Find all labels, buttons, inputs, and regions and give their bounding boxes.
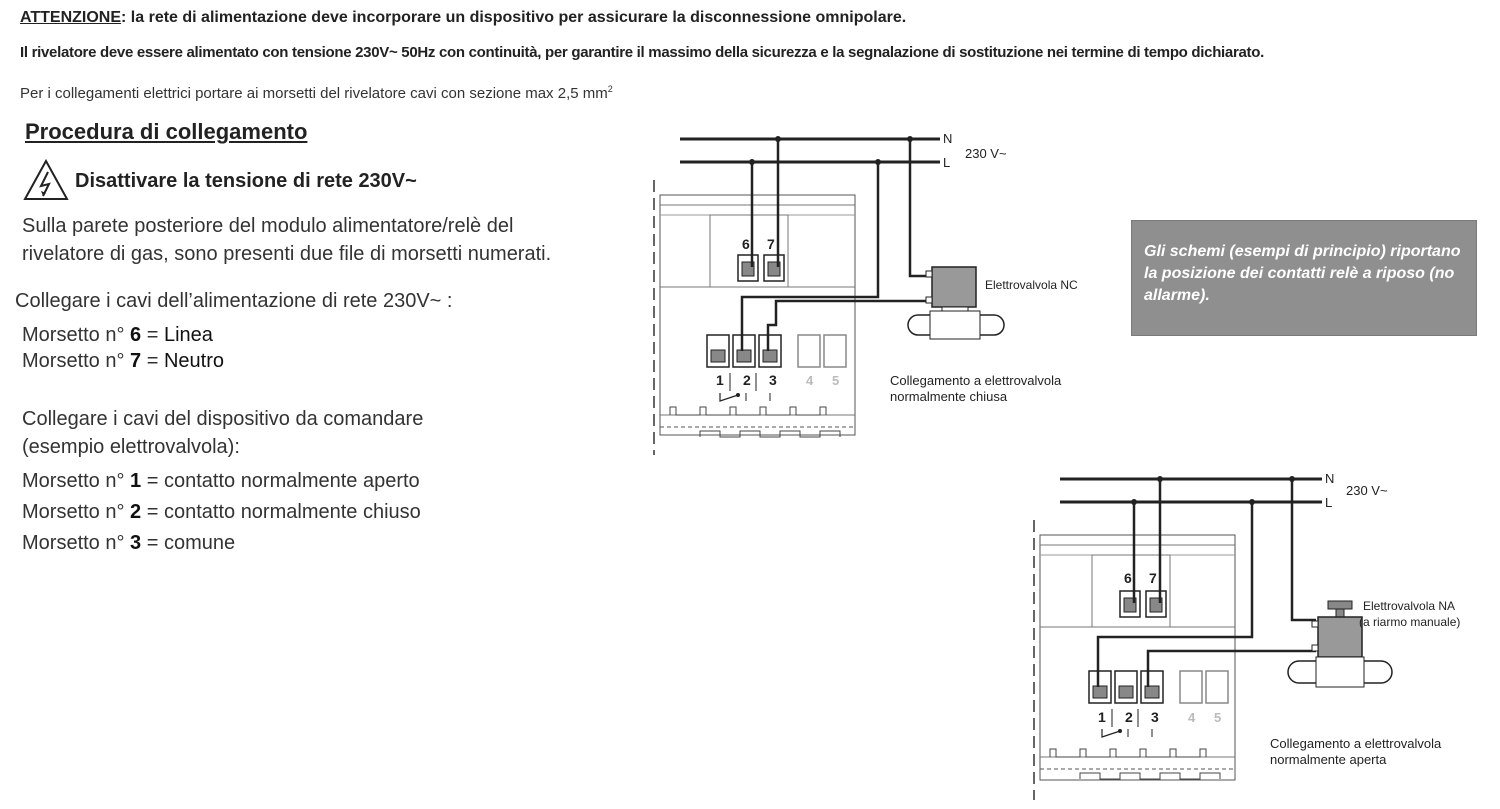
intro-line-1: Sulla parete posteriore del modulo alimentatore/relè del [22, 215, 514, 237]
l-label: L [943, 155, 951, 170]
wiring-diagram-na [1020, 465, 1498, 805]
device-intro-line-1: Collegare i cavi del dispositivo da comandare [22, 408, 424, 430]
n-label: N [1325, 471, 1335, 486]
cable-note-sup: 2 [607, 84, 613, 94]
terminal-4-label: 4 [806, 373, 814, 388]
na-caption-2: normalmente aperta [1270, 752, 1387, 767]
terminal-3-line: Morsetto n° 3 = comune [22, 532, 236, 554]
attention-text: : la rete di alimentazione deve incorporare un dispositivo per assicurare la disconnessione omnipolare. [121, 9, 907, 26]
cable-note-text: Per i collegamenti elettrici portare ai morsetti del rivelatore cavi con sezione max 2,5 mm [20, 85, 608, 102]
intro-text [22, 212, 551, 268]
disable-step: Disattivare la tensione di rete 230V~ [75, 170, 417, 192]
device-intro [22, 405, 423, 461]
na-valve-coil [1318, 617, 1362, 657]
l-label: L [1325, 495, 1333, 510]
terminal-1-line: Morsetto n° 1 = contatto normalmente aperto [22, 470, 420, 492]
info-box-text: Gli schemi (esempi di principio) riportano la posizione dei contatti relè a riposo (no allarme). [1144, 243, 1461, 304]
terminal-5-label: 5 [832, 373, 840, 388]
terminal-7-label: 7 [1149, 570, 1157, 586]
attention-label: ATTENZIONE [20, 9, 122, 26]
intro-line-2: rivelatore di gas, sono presenti due file di morsetti numerati. [22, 243, 552, 265]
terminal-1-label: 1 [1098, 709, 1106, 725]
terminal-4-label: 4 [1188, 710, 1196, 725]
high-voltage-warning-icon [22, 158, 70, 202]
terminal-3-label: 3 [1151, 709, 1159, 725]
terminal-6-line: Morsetto n° 6 = Linea [22, 324, 213, 346]
terminal-6-label: 6 [1124, 570, 1132, 586]
terminal-7-line: Morsetto n° 7 = Neutro [22, 350, 224, 372]
cable-note [20, 84, 613, 102]
na-caption-1: Collegamento a elettrovalvola [1270, 736, 1442, 751]
na-valve-label-1: Elettrovalvola NA [1363, 599, 1456, 613]
attention-warning [20, 9, 906, 27]
mains-terminal-list [22, 322, 224, 374]
voltage-label: 230 V~ [1346, 483, 1388, 498]
info-box [1131, 220, 1477, 336]
device-terminal-list [22, 466, 421, 559]
nc-caption-2: normalmente chiusa [890, 389, 1008, 404]
terminal-5-label: 5 [1214, 710, 1222, 725]
device-intro-line-2: (esempio elettrovalvola): [22, 436, 240, 458]
terminal-6-label: 6 [742, 236, 750, 252]
procedure-title: Procedura di collegamento [25, 119, 308, 144]
terminal-2-line: Morsetto n° 2 = contatto normalmente chiuso [22, 501, 421, 523]
nc-valve-label: Elettrovalvola NC [985, 278, 1078, 292]
nc-caption-1: Collegamento a elettrovalvola [890, 373, 1062, 388]
terminal-1-label: 1 [716, 372, 724, 388]
n-label: N [943, 131, 953, 146]
terminal-2-label: 2 [1125, 709, 1133, 725]
supply-note: Il rivelatore deve essere alimentato con tensione 230V~ 50Hz con continuità, per garantire il massimo della sicurezza e la segnalazione di sostituzione nei termine di tempo dichiarato. [20, 44, 1264, 61]
mains-intro: Collegare i cavi dell’alimentazione di rete 230V~ : [15, 290, 453, 312]
nc-valve-coil [932, 267, 976, 307]
terminal-2-label: 2 [743, 372, 751, 388]
na-valve-label-2: (a riarmo manuale) [1359, 615, 1461, 629]
voltage-label: 230 V~ [965, 146, 1007, 161]
wiring-diagram-nc [640, 125, 1120, 460]
terminal-7-label: 7 [767, 236, 775, 252]
terminal-3-label: 3 [769, 372, 777, 388]
